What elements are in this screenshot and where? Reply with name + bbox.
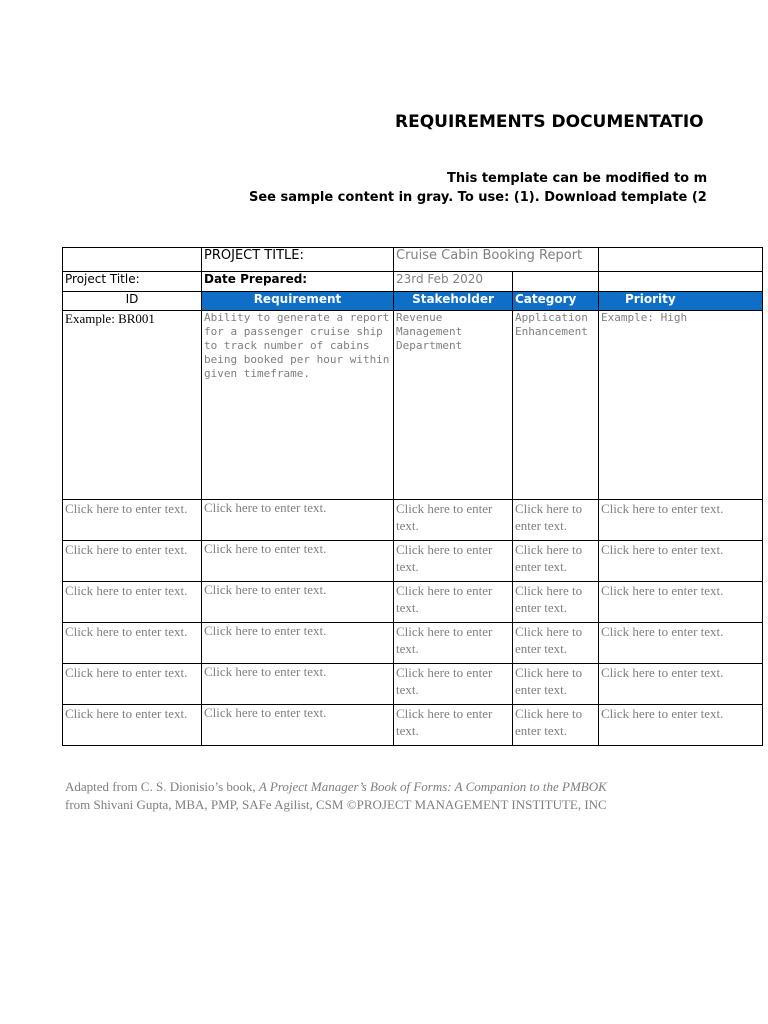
requirement-input-cell[interactable]: Click here to enter text. [202,705,394,746]
priority-input-cell[interactable]: Click here to enter text. [599,582,763,623]
column-header-category: Category [513,292,599,311]
table-row [63,582,763,623]
category-input-cell[interactable]: Click here to enter text. [513,582,599,623]
priority-input-cell[interactable]: Click here to enter text. [599,541,763,582]
id-input-cell[interactable]: Click here to enter text. [63,582,202,623]
template-note-line-1: This template can be modified to m [447,171,708,186]
book-title: A Project Manager’s Book of Forms: A Companion to the PMBOK [258,779,607,794]
attribution-line-2: from Shivani Gupta, MBA, PMP, SAFe Agilist, CSM ©PROJECT MANAGEMENT INSTITUTE, INC [65,797,607,812]
requirement-input-cell[interactable]: Click here to enter text. [202,623,394,664]
empty-cell [513,272,599,292]
project-title-row-label: Project Title: [63,272,202,292]
category-input-cell[interactable]: Click here to enter text. [513,705,599,746]
category-input-cell[interactable]: Click here to enter text. [513,623,599,664]
example-category-cell[interactable]: Application Enhancement [513,311,599,500]
priority-input-cell[interactable]: Click here to enter text. [599,705,763,746]
example-priority-cell[interactable]: Example: High [599,311,763,500]
requirement-input-cell[interactable]: Click here to enter text. [202,582,394,623]
empty-cell [599,272,763,292]
date-row [63,272,763,292]
column-header-id: ID [63,292,202,311]
column-header-requirement: Requirement [202,292,394,311]
example-requirement-cell[interactable]: Ability to generate a report for a passenger cruise ship to track number of cabins being booked per hour within given timeframe. [202,311,394,500]
date-prepared-field[interactable]: 23rd Feb 2020 [394,272,513,292]
template-note-line-2: See sample content in gray. To use: (1). Download template (2 [249,190,707,205]
project-title-label: PROJECT TITLE: [202,248,394,272]
id-input-cell[interactable]: Click here to enter text. [63,623,202,664]
column-header-priority: Priority [599,292,763,311]
table-row [63,705,763,746]
stakeholder-input-cell[interactable]: Click here to enter text. [394,705,513,746]
requirement-input-cell[interactable]: Click here to enter text. [202,664,394,705]
id-input-cell[interactable]: Click here to enter text. [63,500,202,541]
example-id-cell[interactable]: Example: BR001 [63,311,202,500]
requirements-table [62,247,763,746]
example-stakeholder-cell[interactable]: Revenue Management Department [394,311,513,500]
attribution-prefix: Adapted from C. S. Dionisio’s book, [65,779,259,794]
stakeholder-input-cell[interactable]: Click here to enter text. [394,541,513,582]
id-input-cell[interactable]: Click here to enter text. [63,664,202,705]
document-title: REQUIREMENTS DOCUMENTATIO [395,112,704,132]
priority-input-cell[interactable]: Click here to enter text. [599,664,763,705]
category-input-cell[interactable]: Click here to enter text. [513,541,599,582]
category-input-cell[interactable]: Click here to enter text. [513,664,599,705]
attribution-line-1 [65,779,607,795]
empty-cell [599,248,763,272]
table-row [63,623,763,664]
empty-cell [63,248,202,272]
priority-input-cell[interactable]: Click here to enter text. [599,500,763,541]
project-title-field[interactable]: Cruise Cabin Booking Report [394,248,599,272]
requirement-input-cell[interactable]: Click here to enter text. [202,500,394,541]
table-row [63,664,763,705]
date-prepared-label: Date Prepared: [202,272,394,292]
stakeholder-input-cell[interactable]: Click here to enter text. [394,500,513,541]
table-row [63,541,763,582]
column-header-stakeholder: Stakeholder [394,292,513,311]
column-header-row [63,292,763,311]
id-input-cell[interactable]: Click here to enter text. [63,705,202,746]
table-row [63,500,763,541]
stakeholder-input-cell[interactable]: Click here to enter text. [394,582,513,623]
project-title-row [63,248,763,272]
example-row [63,311,763,500]
priority-input-cell[interactable]: Click here to enter text. [599,623,763,664]
stakeholder-input-cell[interactable]: Click here to enter text. [394,623,513,664]
requirement-input-cell[interactable]: Click here to enter text. [202,541,394,582]
id-input-cell[interactable]: Click here to enter text. [63,541,202,582]
stakeholder-input-cell[interactable]: Click here to enter text. [394,664,513,705]
category-input-cell[interactable]: Click here to enter text. [513,500,599,541]
